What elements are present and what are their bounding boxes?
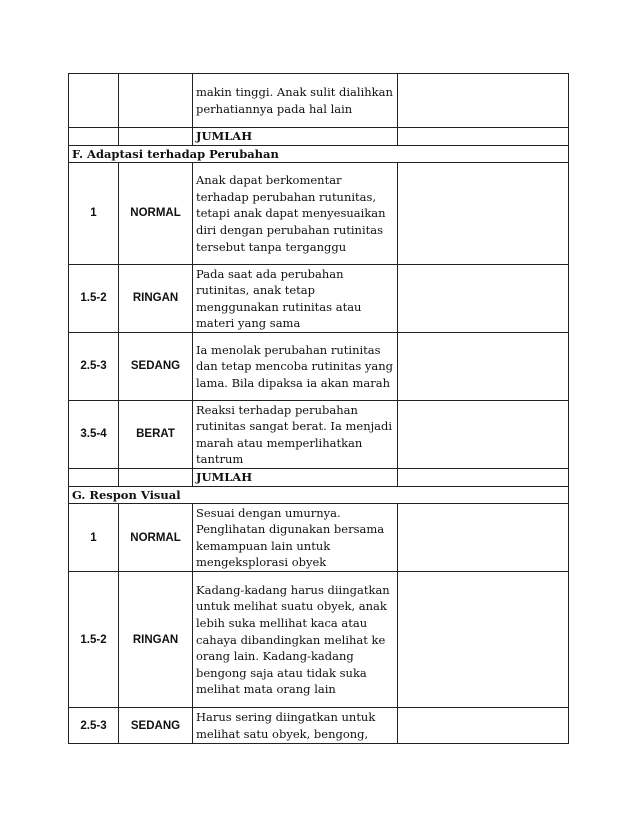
- value-cell: [398, 708, 569, 744]
- value-cell: [398, 504, 569, 572]
- value-cell: [398, 265, 569, 333]
- total-label: JUMLAH: [193, 128, 398, 146]
- level-cell: SEDANG: [119, 708, 193, 744]
- description-cell: Reaksi terhadap perubahan rutinitas sangat berat. Ia menjadi marah atau memperlihatkan tantrum: [193, 401, 398, 469]
- table-row: [69, 74, 569, 128]
- total-row: [69, 128, 569, 146]
- level-cell: NORMAL: [119, 163, 193, 265]
- score-cell: 2.5-3: [69, 708, 119, 744]
- value-cell: [398, 572, 569, 708]
- section-title: F. Adaptasi terhadap Perubahan: [69, 145, 569, 163]
- value-cell: [398, 163, 569, 265]
- level-cell: SEDANG: [119, 333, 193, 401]
- table-row: [69, 333, 569, 401]
- table-row: [69, 265, 569, 333]
- total-label: JUMLAH: [193, 469, 398, 487]
- value-cell: [398, 333, 569, 401]
- section-title: G. Respon Visual: [69, 486, 569, 504]
- rubric-table: [68, 73, 569, 744]
- description-cell: Kadang-kadang harus diingatkan untuk melihat suatu obyek, anak lebih suka mellihat kaca atau cahaya dibandingkan melihat ke orang lain. Kadang-kadang bengong saja atau tidak suka melihat mata orang lain: [193, 572, 398, 708]
- description-cell: Sesuai dengan umurnya. Penglihatan digunakan bersama kemampuan lain untuk mengeksplorasi obyek: [193, 504, 398, 572]
- level-cell: RINGAN: [119, 265, 193, 333]
- description-cell: Anak dapat berkomentar terhadap perubahan rutunitas, tetapi anak dapat menyesuaikan diri dengan perubahan rutinitas tersebut tanpa terganggu: [193, 163, 398, 265]
- value-cell: [398, 401, 569, 469]
- score-cell: 3.5-4: [69, 401, 119, 469]
- total-value-cell: [398, 128, 569, 146]
- description-cell: Ia menolak perubahan rutinitas dan tetap mencoba rutinitas yang lama. Bila dipaksa ia akan marah: [193, 333, 398, 401]
- section-header-row: [69, 486, 569, 504]
- table-row: [69, 504, 569, 572]
- level-cell: RINGAN: [119, 572, 193, 708]
- score-cell: 1.5-2: [69, 265, 119, 333]
- score-cell: 2.5-3: [69, 333, 119, 401]
- score-cell: 1: [69, 163, 119, 265]
- table-row: [69, 708, 569, 744]
- table-row: [69, 401, 569, 469]
- description-cell: Harus sering diingatkan untuk melihat satu obyek, bengong,: [193, 708, 398, 744]
- value-cell: [398, 74, 569, 128]
- level-cell: [119, 74, 193, 128]
- score-cell: 1.5-2: [69, 572, 119, 708]
- total-value-cell: [398, 469, 569, 487]
- section-header-row: [69, 145, 569, 163]
- total-row: [69, 469, 569, 487]
- table-row: [69, 572, 569, 708]
- score-cell: 1: [69, 504, 119, 572]
- score-cell: [69, 74, 119, 128]
- table-row: [69, 163, 569, 265]
- level-cell: BERAT: [119, 401, 193, 469]
- level-cell: NORMAL: [119, 504, 193, 572]
- description-cell: Pada saat ada perubahan rutinitas, anak tetap menggunakan rutinitas atau materi yang sama: [193, 265, 398, 333]
- description-cell: makin tinggi. Anak sulit dialihkan perhatiannya pada hal lain: [193, 74, 398, 128]
